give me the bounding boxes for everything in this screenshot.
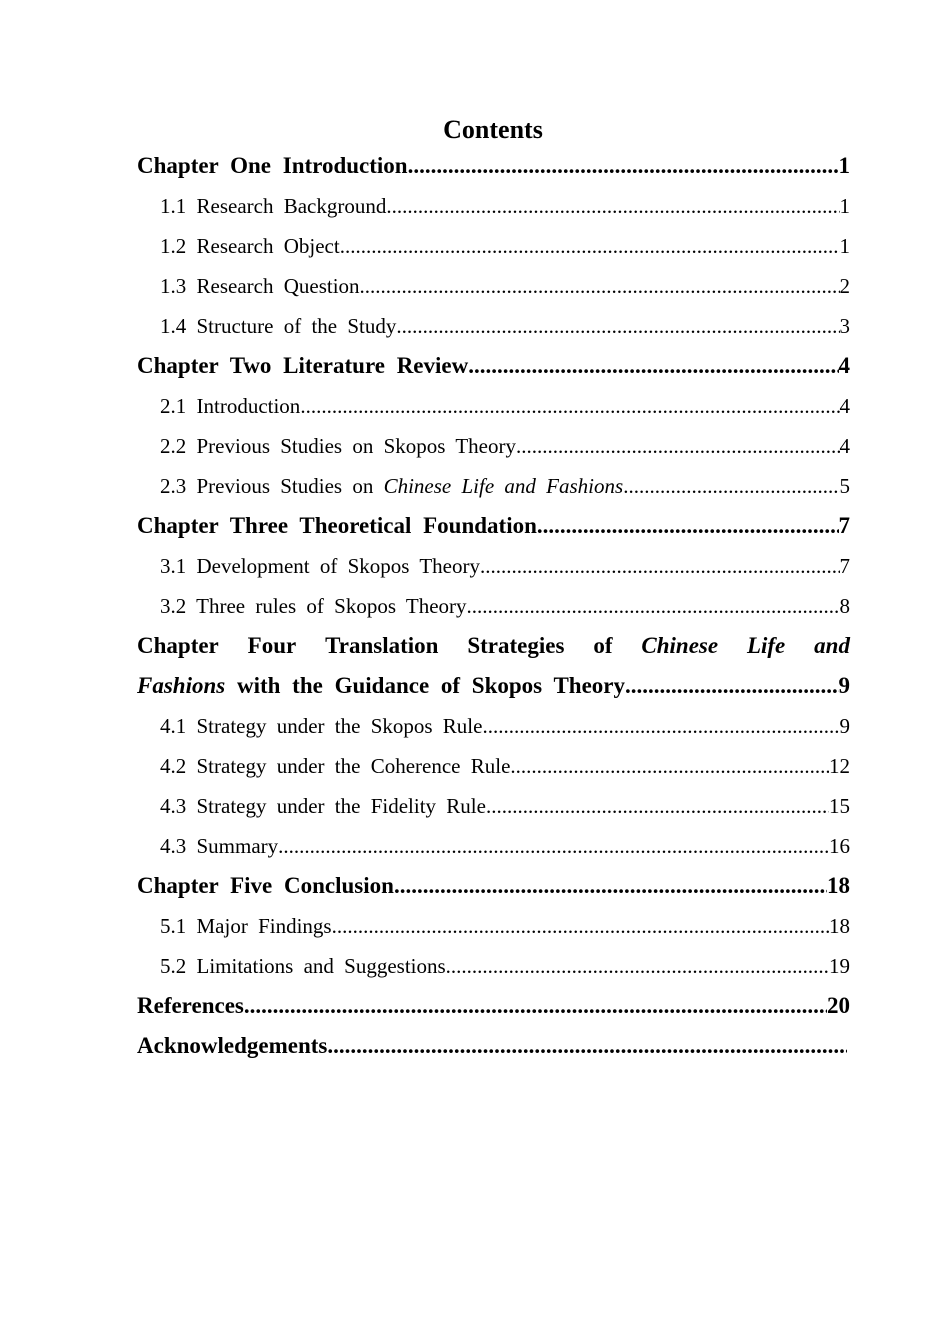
toc-section-5-2[interactable] — [137, 946, 850, 986]
toc-page-number: 3 — [839, 314, 850, 338]
toc-page-number: 1 — [839, 194, 850, 218]
toc-section-1-1[interactable] — [137, 186, 850, 226]
dot-leader — [625, 666, 838, 706]
toc-section-3-1[interactable] — [137, 546, 850, 586]
toc-entry-label: 1.3 Research Question — [160, 274, 360, 298]
toc-entry-label-prefix: 2.3 Previous Studies on — [160, 474, 374, 498]
dot-leader — [516, 426, 840, 466]
toc-section-1-4[interactable] — [137, 306, 850, 346]
toc-references[interactable] — [137, 986, 850, 1026]
toc-chapter-four-line-1[interactable] — [137, 626, 850, 666]
book-title-word: Chinese — [641, 633, 719, 658]
toc-page-number: 7 — [839, 554, 850, 578]
dot-leader — [486, 786, 829, 826]
toc-page-number: 4 — [839, 434, 850, 458]
book-title-italic: Fashions — [137, 673, 226, 698]
toc-word: Chapter — [137, 633, 219, 658]
toc-section-4-2[interactable] — [137, 746, 850, 786]
toc-page-number: 5 — [839, 474, 850, 498]
toc-section-1-3[interactable] — [137, 266, 850, 306]
toc-section-2-2[interactable] — [137, 426, 850, 466]
toc-acknowledgements[interactable] — [137, 1026, 847, 1066]
toc-entry-label: References — [137, 993, 244, 1018]
toc-entry-label: 3.2 Three rules of Skopos Theory — [160, 594, 467, 618]
toc-section-3-2[interactable] — [137, 586, 850, 626]
toc-entry-label: 5.1 Major Findings — [160, 914, 332, 938]
toc-page-number: 4 — [838, 353, 850, 378]
toc-page-number: 2 — [839, 274, 850, 298]
toc-page-number: 1 — [838, 153, 850, 178]
toc-page-number: 15 — [829, 794, 850, 818]
toc-page-number: 7 — [838, 513, 850, 538]
toc-page-number: 18 — [827, 873, 850, 898]
toc-section-4-1[interactable] — [137, 706, 850, 746]
page-title: Contents — [443, 115, 543, 144]
toc-section-2-3[interactable] — [137, 466, 850, 506]
toc-entry-label — [160, 466, 623, 506]
toc-section-4-3[interactable] — [137, 786, 850, 826]
dot-leader — [623, 466, 839, 506]
dot-leader — [340, 226, 840, 266]
dot-leader — [332, 906, 829, 946]
dot-leader — [394, 866, 827, 906]
toc-word: Strategies — [467, 633, 565, 658]
toc-word: Four — [247, 633, 297, 658]
toc-page-number: 9 — [838, 673, 850, 698]
dot-leader — [408, 146, 839, 186]
toc-page-number: 4 — [839, 394, 850, 418]
dot-leader — [510, 746, 829, 786]
dot-leader — [386, 186, 839, 226]
toc-section-2-1[interactable] — [137, 386, 850, 426]
dot-leader — [278, 826, 829, 866]
toc-entry-label: 4.1 Strategy under the Skopos Rule — [160, 714, 483, 738]
toc-page-number: 18 — [829, 914, 850, 938]
toc-word: of — [593, 633, 613, 658]
dot-leader — [396, 306, 839, 346]
toc-entry-label: Chapter Three Theoretical Foundation — [137, 513, 537, 538]
toc-entry-label: 2.2 Previous Studies on Skopos Theory — [160, 434, 516, 458]
toc-entry-label: 4.2 Strategy under the Coherence Rule — [160, 754, 511, 778]
toc-entry-label: 3.1 Development of Skopos Theory — [160, 554, 480, 578]
toc-page-number: 20 — [827, 993, 850, 1018]
book-title-word: and — [814, 633, 850, 658]
toc-section-5-1[interactable] — [137, 906, 850, 946]
dot-leader — [446, 946, 829, 986]
toc-section-4-4[interactable] — [137, 826, 850, 866]
toc-entry-label: 1.1 Research Background — [160, 194, 387, 218]
toc-chapter-five[interactable] — [137, 866, 850, 906]
toc-word: Translation — [325, 633, 439, 658]
toc-page-number: 12 — [829, 754, 850, 778]
toc-entry-label: 2.1 Introduction — [160, 394, 301, 418]
toc-page-number: 19 — [829, 954, 850, 978]
toc-chapter-one[interactable] — [137, 146, 850, 186]
dot-leader — [360, 266, 840, 306]
toc-chapter-four-line-2[interactable] — [137, 666, 850, 706]
toc-page-number: 16 — [829, 834, 850, 858]
toc-entry-label: Chapter Five Conclusion — [137, 873, 394, 898]
toc-chapter-three[interactable] — [137, 506, 850, 546]
toc-entry-label: 1.4 Structure of the Study — [160, 314, 397, 338]
toc-section-1-2[interactable] — [137, 226, 850, 266]
dot-leader — [537, 506, 839, 546]
book-title-word: Life — [746, 633, 786, 658]
toc-entry-label: 4.3 Summary — [160, 834, 279, 858]
toc-page-number: 1 — [839, 234, 850, 258]
dot-leader — [327, 1026, 847, 1066]
dot-leader — [244, 986, 827, 1026]
toc-entry-label: Chapter One Introduction — [137, 153, 408, 178]
book-title-italic: Chinese Life and Fashions — [383, 474, 624, 498]
toc-page-number: 8 — [839, 594, 850, 618]
dot-leader — [467, 586, 840, 626]
toc-chapter-two[interactable] — [137, 346, 850, 386]
toc-entry-label: 5.2 Limitations and Suggestions — [160, 954, 446, 978]
dot-leader — [480, 546, 840, 586]
table-of-contents — [137, 146, 850, 1066]
toc-entry-label: Chapter Two Literature Review — [137, 353, 469, 378]
toc-entry-label: 1.2 Research Object — [160, 234, 340, 258]
toc-entry-label — [137, 666, 625, 706]
toc-entry-label-rest: with the Guidance of Skopos Theory — [236, 673, 626, 698]
dot-leader — [300, 386, 839, 426]
dot-leader — [468, 346, 838, 386]
dot-leader — [482, 706, 839, 746]
toc-page-number: 9 — [839, 714, 850, 738]
toc-entry-label: Acknowledgements — [137, 1033, 328, 1058]
toc-entry-label: 4.3 Strategy under the Fidelity Rule — [160, 794, 486, 818]
